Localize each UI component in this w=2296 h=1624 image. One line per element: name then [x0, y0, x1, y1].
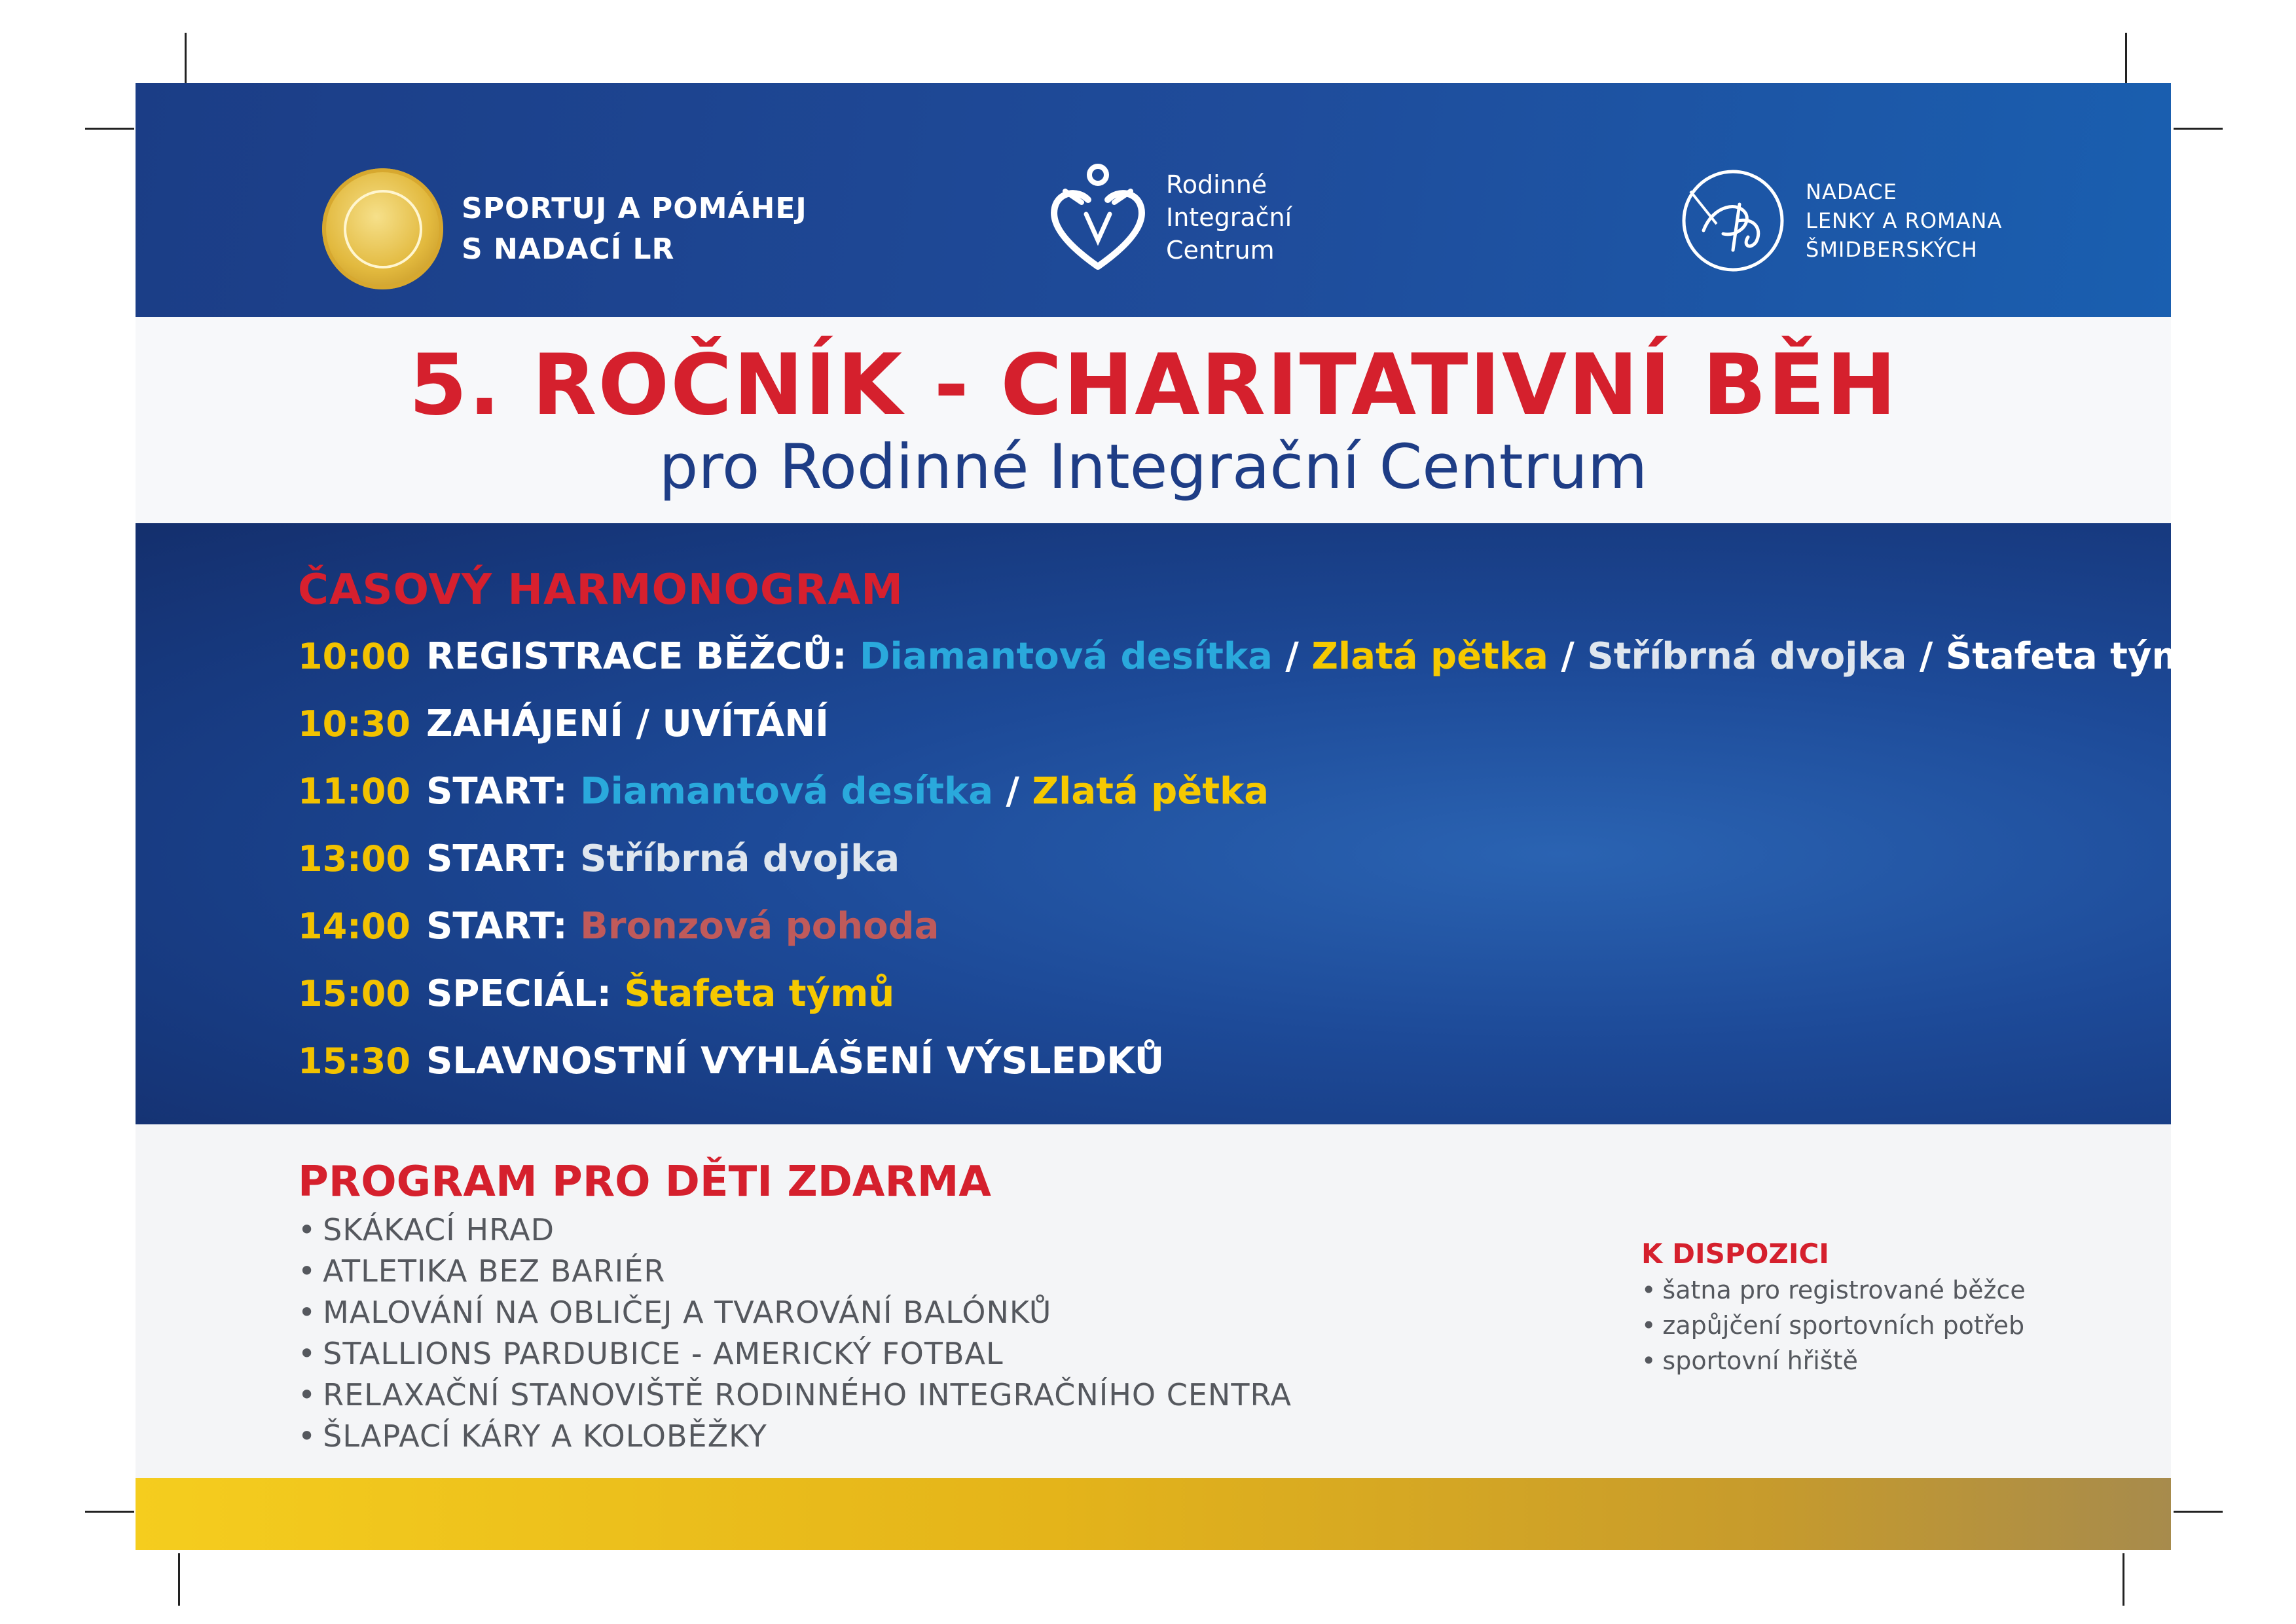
category-gold: Zlatá pětka — [1311, 635, 1548, 678]
gold-footer-band — [136, 1478, 2171, 1550]
schedule-heading: ČASOVÝ HARMONOGRAM — [298, 566, 903, 614]
circle-monogram-icon — [1677, 165, 1789, 276]
category-bronze: Bronzová pohoda — [580, 904, 939, 948]
crop-mark — [85, 128, 134, 130]
logo-text-line: Rodinné — [1166, 170, 1267, 199]
sportuj-logo — [322, 168, 807, 289]
schedule-time: 14:00 — [298, 905, 410, 947]
schedule-time: 15:30 — [298, 1040, 410, 1082]
gold-seal-icon — [322, 168, 443, 289]
schedule-row — [298, 829, 900, 888]
schedule-label: START: — [426, 769, 581, 813]
schedule-label: SPECIÁL: — [426, 972, 625, 1015]
separator: / — [993, 769, 1032, 813]
schedule-row — [298, 896, 939, 955]
schedule-row — [298, 762, 1269, 821]
schedule-band — [136, 523, 2216, 1124]
list-item: • SKÁKACÍ HRAD — [298, 1212, 555, 1247]
logo-text-line: S NADACÍ LR — [462, 232, 675, 266]
ric-logo — [1046, 162, 1292, 273]
schedule-row — [298, 627, 2216, 686]
category-silver: Stříbrná dvojka — [580, 837, 900, 880]
category-diamond: Diamantová desítka — [860, 635, 1273, 678]
logo-text-line: LENKY A ROMANA — [1806, 208, 2003, 233]
list-item: • zapůjčení sportovních potřeb — [1641, 1311, 2025, 1340]
schedule-label: START: — [426, 837, 581, 880]
logo-text-line: Integrační — [1166, 203, 1292, 232]
schedule-label: REGISTRACE BĚŽCŮ: — [426, 635, 860, 678]
schedule-time: 13:00 — [298, 838, 410, 879]
schedule-label: SLAVNOSTNÍ VYHLÁŠENÍ VÝSLEDKŮ — [426, 1039, 1165, 1082]
title-area — [136, 317, 2171, 523]
schedule-time: 11:00 — [298, 770, 410, 812]
disposal-list — [1641, 1272, 2026, 1378]
crop-mark — [185, 33, 187, 85]
logo-text-line: Centrum — [1166, 236, 1275, 265]
disposal-heading: K DISPOZICI — [1641, 1238, 1829, 1270]
schedule-time: 10:30 — [298, 703, 410, 745]
list-item: • RELAXAČNÍ STANOVIŠTĚ RODINNÉHO INTEGRAČNÍHO CENTRA — [298, 1377, 1292, 1412]
schedule-row — [298, 964, 894, 1023]
logo-text-line: NADACE — [1806, 179, 1897, 204]
crop-mark — [2174, 128, 2223, 130]
program-heading: PROGRAM PRO DĚTI ZDARMA — [298, 1158, 991, 1206]
schedule-label: ZAHÁJENÍ / UVÍTÁNÍ — [426, 702, 829, 745]
list-item: • MALOVÁNÍ NA OBLIČEJ A TVAROVÁNÍ BALÓNKŮ — [298, 1295, 1052, 1330]
list-item: • ŠLAPACÍ KÁRY A KOLOBĚŽKY — [298, 1418, 767, 1454]
crop-mark — [2125, 33, 2127, 85]
schedule-label: START: — [426, 904, 581, 948]
nadace-logo — [1677, 165, 2002, 276]
list-item: • sportovní hřiště — [1641, 1346, 1858, 1375]
program-list — [298, 1209, 1292, 1457]
schedule-time: 15:00 — [298, 972, 410, 1014]
event-poster — [136, 83, 2216, 1550]
logo-text-line: ŠMIDBERSKÝCH — [1806, 237, 1978, 262]
category-relay: Štafeta týmů — [624, 972, 895, 1015]
schedule-row — [298, 1031, 1164, 1090]
separator: / — [1906, 635, 1946, 678]
category-relay: Štafeta týmů — [1945, 635, 2216, 678]
separator: / — [1272, 635, 1312, 678]
separator: / — [1548, 635, 1588, 678]
crop-mark — [2174, 1511, 2223, 1513]
category-gold: Zlatá pětka — [1032, 769, 1269, 813]
category-diamond: Diamantová desítka — [580, 769, 994, 813]
crop-mark — [178, 1553, 180, 1606]
heart-figure-icon — [1046, 162, 1150, 273]
header-band — [136, 83, 2171, 317]
list-item: • šatna pro registrované běžce — [1641, 1276, 2026, 1304]
category-silver: Stříbrná dvojka — [1587, 635, 1907, 678]
schedule-time: 10:00 — [298, 635, 410, 677]
page-title: 5. ROČNÍK - CHARITATIVNÍ BĚH — [409, 337, 1898, 434]
crop-mark — [2123, 1553, 2124, 1606]
disposal-box — [1641, 1236, 2026, 1378]
page-subtitle: pro Rodinné Integrační Centrum — [659, 432, 1648, 503]
schedule-row — [298, 694, 829, 753]
list-item: • STALLIONS PARDUBICE - AMERICKÝ FOTBAL — [298, 1336, 1004, 1371]
program-area — [136, 1124, 2171, 1478]
logo-text-line: SPORTUJ A POMÁHEJ — [462, 191, 807, 225]
crop-mark — [85, 1511, 134, 1513]
list-item: • ATLETIKA BEZ BARIÉR — [298, 1253, 666, 1289]
